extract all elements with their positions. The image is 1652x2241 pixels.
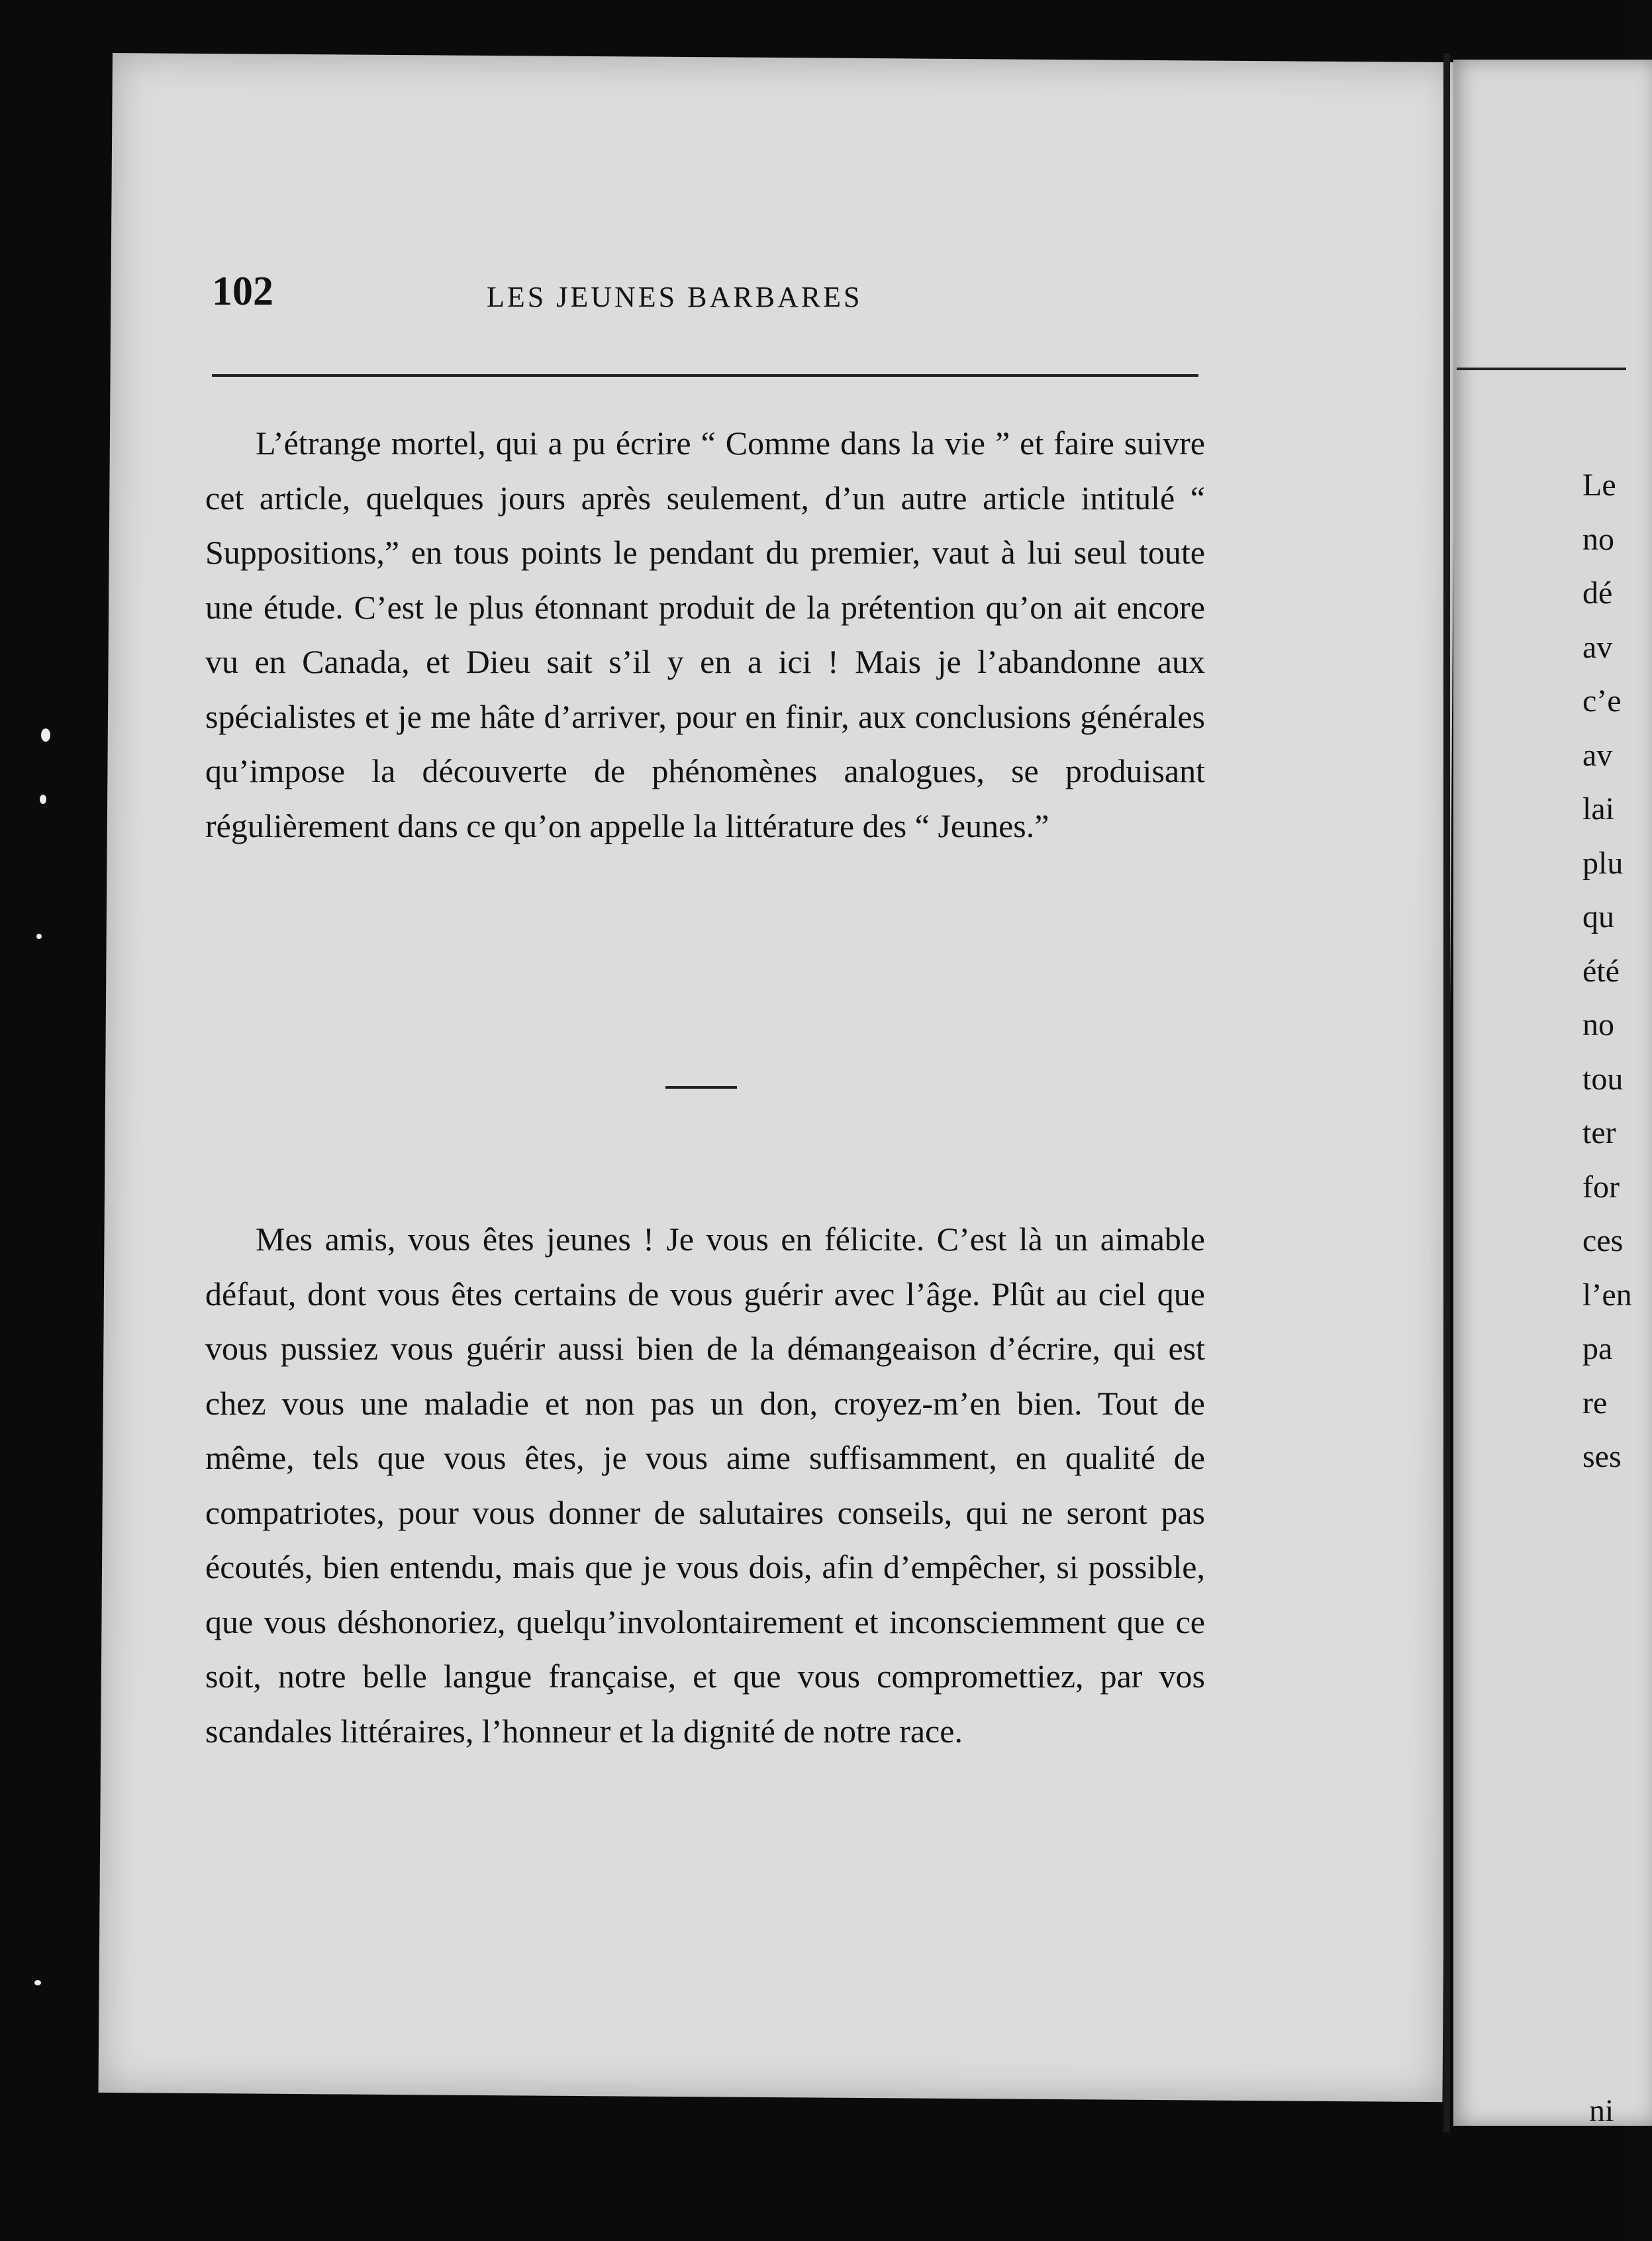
right-page-line: re: [1582, 1385, 1608, 1420]
right-page-line: tou: [1582, 1061, 1624, 1097]
right-page-line: Le: [1582, 468, 1616, 503]
paragraph-1: L’étrange mortel, qui a pu écrire “ Comme dans la vie ” et faire suivre cet article, quelques jours après seulement, d’un autre article intitulé “ Suppositions,” en tous points le pendant du premier, vaut à lui seul toute une étude. C’est le plus étonnant produit de la prétention qu’on ait encore vu en Canada, et Dieu sait s’il y en a ici ! Mais je l’abandonne aux spécialistes et je me hâte d’arriver, pour en finir, aux conclusions générales qu’impose la découverte de phénomènes analogues, se produisant régulièrement dans ce qu’on appelle la littérature des “ Jeunes.”: [205, 424, 1205, 844]
scan-speck: [34, 1980, 41, 1985]
page-gutter: [1443, 53, 1450, 2132]
right-page-line: av: [1582, 629, 1613, 665]
running-head: LES JEUNES BARBARES: [487, 281, 863, 313]
header-rule: [212, 374, 1198, 377]
right-page-line: no: [1582, 521, 1614, 557]
right-page-line: qu: [1582, 899, 1614, 934]
right-page-line: ses: [1582, 1439, 1622, 1474]
right-page-line: for: [1582, 1169, 1620, 1205]
section-divider: [665, 1086, 737, 1089]
page-number: 102: [212, 269, 273, 314]
right-page-line: lai: [1582, 791, 1614, 826]
right-page-bottom-fragment: ni: [1589, 2093, 1614, 2128]
scan-speck: [36, 934, 42, 939]
scan-speck: [41, 728, 50, 742]
right-page-line: ces: [1582, 1223, 1624, 1258]
right-page-text-fragments: [1582, 458, 1642, 1484]
right-page-line: plu: [1582, 845, 1624, 881]
right-page-line: av: [1582, 737, 1613, 773]
page-header: [212, 268, 1311, 328]
scan-speck: [40, 795, 46, 804]
right-page-line: pa: [1582, 1331, 1613, 1366]
right-page-line: ter: [1582, 1115, 1616, 1150]
right-page-line: été: [1582, 953, 1620, 989]
paragraph-2: Mes amis, vous êtes jeunes ! Je vous en félicite. C’est là un aimable défaut, dont vous êtes certains de vous guérir avec l’âge. Plût au ciel que vous pussiez vous guérir aussi bien de la démangeaison d’écrire, qui est chez vous une maladie et non pas un don, croyez-m’en bien. Tout de même, tels que vous êtes, je vous aime suffisamment, en qualité de compatriotes, pour vous donner de salutaires conseils, qui ne seront pas écoutés, bien entendu, mais que je vous dois, afin d’empêcher, si possible, que vous déshonoriez, quelqu’involontairement et inconsciemment que ce soit, notre belle langue française, et que vous compromettiez, par vos scandales littéraires, l’honneur et la dignité de notre race.: [205, 1220, 1205, 1750]
right-page-line: dé: [1582, 575, 1613, 611]
book-page-left: [98, 53, 1456, 2102]
right-page-line: l’en: [1582, 1277, 1632, 1313]
right-page-header-rule: [1457, 368, 1626, 370]
right-page-line: c’e: [1582, 683, 1622, 719]
right-page-line: no: [1582, 1007, 1614, 1042]
